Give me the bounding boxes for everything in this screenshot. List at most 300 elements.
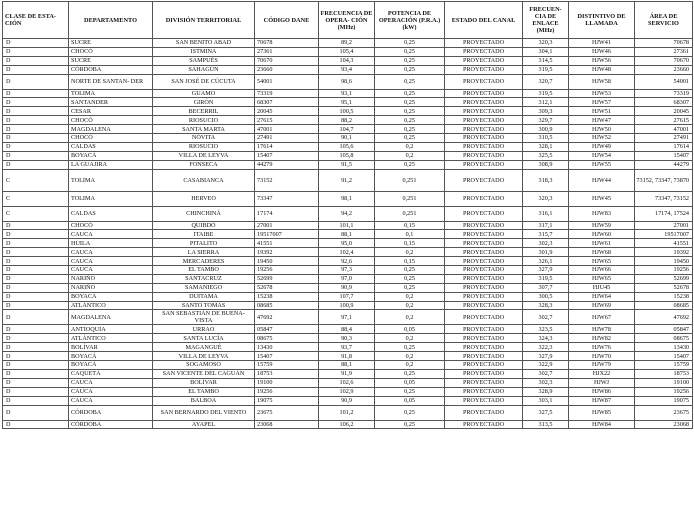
cell-estado: PROYECTADO — [445, 230, 523, 239]
cell-distintivo: HJW87 — [569, 396, 635, 405]
cell-distintivo: HJW78 — [569, 325, 635, 334]
cell-distintivo: HJW79 — [569, 361, 635, 370]
cell-enlace: 323,5 — [523, 325, 569, 334]
cell-distintivo: HJW65 — [569, 257, 635, 266]
cell-estado: PROYECTADO — [445, 206, 523, 221]
cell-clase: D — [3, 98, 69, 107]
cell-dane: 15238 — [255, 292, 319, 301]
table-row — [3, 65, 693, 74]
cell-distintivo: HJU45 — [569, 283, 635, 292]
cell-estado: PROYECTADO — [445, 387, 523, 396]
cell-division: SAN JOSÉ DE CÚCUTA — [153, 74, 255, 89]
cell-area: 19450 — [635, 257, 693, 266]
cell-frecuencia: 93,4 — [319, 65, 375, 74]
cell-clase: D — [3, 56, 69, 65]
cell-estado: PROYECTADO — [445, 74, 523, 89]
cell-departamento: ANTIOQUIA — [69, 325, 153, 334]
cell-enlace: 322,9 — [523, 361, 569, 370]
cell-frecuencia: 90,3 — [319, 334, 375, 343]
cell-potencia: 0,25 — [375, 274, 445, 283]
table-row — [3, 334, 693, 343]
cell-departamento: NARIÑO — [69, 274, 153, 283]
cell-enlace: 302,7 — [523, 310, 569, 325]
cell-area: 19256 — [635, 266, 693, 275]
cell-area: 23068 — [635, 420, 693, 429]
cell-estado: PROYECTADO — [445, 369, 523, 378]
cell-area: 73319 — [635, 89, 693, 98]
cell-dane: 08685 — [255, 301, 319, 310]
cell-potencia: 0,25 — [375, 134, 445, 143]
cell-area: 70678 — [635, 39, 693, 48]
cell-dane: 47001 — [255, 125, 319, 134]
cell-division: GIRÓN — [153, 98, 255, 107]
cell-distintivo: HJW69 — [569, 301, 635, 310]
cell-frecuencia: 97,3 — [319, 266, 375, 275]
cell-dane: 52678 — [255, 283, 319, 292]
cell-division: PITALITO — [153, 239, 255, 248]
cell-division: HERVEO — [153, 191, 255, 206]
cell-division: FONSECA — [153, 160, 255, 169]
cell-clase: D — [3, 65, 69, 74]
cell-estado: PROYECTADO — [445, 125, 523, 134]
cell-dane: 73319 — [255, 89, 319, 98]
cell-distintivo: HJW58 — [569, 74, 635, 89]
cell-enlace: 327,9 — [523, 266, 569, 275]
cell-distintivo: HJW44 — [569, 169, 635, 191]
table-row — [3, 169, 693, 191]
cell-dane: 08675 — [255, 334, 319, 343]
cell-departamento: CAUCA — [69, 266, 153, 275]
cell-estado: PROYECTADO — [445, 352, 523, 361]
cell-potencia: 0,2 — [375, 352, 445, 361]
cell-dane: 15407 — [255, 352, 319, 361]
cell-division: SANTA MARTA — [153, 125, 255, 134]
cell-departamento: BOYACÁ — [69, 292, 153, 301]
table-row — [3, 230, 693, 239]
cell-departamento: SANTANDER — [69, 98, 153, 107]
cell-distintivo: HJX22 — [569, 369, 635, 378]
cell-area: 19392 — [635, 248, 693, 257]
header-frecuencia: FRECUENCIA DE OPERA- CIÓN (MHz) — [319, 2, 375, 39]
cell-estado: PROYECTADO — [445, 378, 523, 387]
cell-estado: PROYECTADO — [445, 334, 523, 343]
cell-clase: D — [3, 325, 69, 334]
cell-distintivo: HJW66 — [569, 266, 635, 275]
cell-potencia: 0,15 — [375, 239, 445, 248]
cell-clase: D — [3, 387, 69, 396]
cell-enlace: 326,1 — [523, 257, 569, 266]
cell-division: RIOSUCIO — [153, 142, 255, 151]
cell-estado: PROYECTADO — [445, 343, 523, 352]
cell-frecuencia: 91,2 — [319, 169, 375, 191]
cell-estado: PROYECTADO — [445, 65, 523, 74]
cell-area: 47692 — [635, 310, 693, 325]
cell-clase: D — [3, 274, 69, 283]
table-row — [3, 325, 693, 334]
cell-potencia: 0,25 — [375, 405, 445, 420]
cell-division: SOGAMOSO — [153, 361, 255, 370]
header-potencia: POTENCIA DE OPERACIÓN (P.R.A.) (kW) — [375, 2, 445, 39]
cell-division: BECERRIL — [153, 107, 255, 116]
cell-departamento: LA GUAJIRA — [69, 160, 153, 169]
table-row — [3, 116, 693, 125]
cell-estado: PROYECTADO — [445, 142, 523, 151]
cell-area: 23675 — [635, 405, 693, 420]
cell-dane: 15407 — [255, 151, 319, 160]
cell-division: RIOSUCIO — [153, 116, 255, 125]
cell-enlace: 328,9 — [523, 387, 569, 396]
cell-area: 23660 — [635, 65, 693, 74]
cell-departamento: CAUCA — [69, 230, 153, 239]
cell-clase: C — [3, 169, 69, 191]
cell-potencia: 0,2 — [375, 361, 445, 370]
cell-division: EL TAMBO — [153, 387, 255, 396]
cell-clase: D — [3, 39, 69, 48]
cell-estado: PROYECTADO — [445, 169, 523, 191]
cell-estado: PROYECTADO — [445, 325, 523, 334]
table-row — [3, 191, 693, 206]
cell-potencia: 0,25 — [375, 47, 445, 56]
cell-dane: 44279 — [255, 160, 319, 169]
cell-frecuencia: 88,4 — [319, 325, 375, 334]
cell-dane: 70670 — [255, 56, 319, 65]
cell-dane: 13430 — [255, 343, 319, 352]
cell-division: SAMPUÉS — [153, 56, 255, 65]
cell-enlace: 312,1 — [523, 98, 569, 107]
cell-clase: D — [3, 221, 69, 230]
cell-area: 17614 — [635, 142, 693, 151]
cell-distintivo: HJW60 — [569, 230, 635, 239]
cell-enlace: 324,3 — [523, 334, 569, 343]
cell-enlace: 325,5 — [523, 151, 569, 160]
cell-area: 08675 — [635, 334, 693, 343]
cell-clase: D — [3, 47, 69, 56]
cell-clase: D — [3, 134, 69, 143]
cell-frecuencia: 102,6 — [319, 378, 375, 387]
cell-estado: PROYECTADO — [445, 221, 523, 230]
cell-departamento: BOYACÁ — [69, 361, 153, 370]
cell-clase: D — [3, 420, 69, 429]
cell-area: 52678 — [635, 283, 693, 292]
cell-estado: PROYECTADO — [445, 396, 523, 405]
cell-dane: 68307 — [255, 98, 319, 107]
cell-departamento: CAUCA — [69, 248, 153, 257]
table-row — [3, 248, 693, 257]
table-row — [3, 310, 693, 325]
cell-dane: 27001 — [255, 221, 319, 230]
cell-area: 19075 — [635, 396, 693, 405]
cell-frecuencia: 88,2 — [319, 116, 375, 125]
cell-division: CHINCHINÁ — [153, 206, 255, 221]
table-row — [3, 74, 693, 89]
cell-distintivo: HJW70 — [569, 352, 635, 361]
cell-estado: PROYECTADO — [445, 160, 523, 169]
cell-enlace: 328,1 — [523, 142, 569, 151]
cell-distintivo: HJW68 — [569, 248, 635, 257]
cell-frecuencia: 104,7 — [319, 125, 375, 134]
table-row — [3, 274, 693, 283]
cell-dane: 05847 — [255, 325, 319, 334]
cell-clase: D — [3, 266, 69, 275]
table-row — [3, 301, 693, 310]
cell-distintivo: HJW53 — [569, 89, 635, 98]
cell-clase: D — [3, 160, 69, 169]
cell-potencia: 0,25 — [375, 125, 445, 134]
cell-potencia: 0,05 — [375, 325, 445, 334]
cell-frecuencia: 97,1 — [319, 310, 375, 325]
cell-frecuencia: 102,4 — [319, 248, 375, 257]
cell-frecuencia: 91,5 — [319, 160, 375, 169]
cell-area: 70670 — [635, 56, 693, 65]
cell-division: ITAIBE — [153, 230, 255, 239]
cell-clase: D — [3, 107, 69, 116]
table-row — [3, 378, 693, 387]
cell-departamento: MAGDALENA — [69, 125, 153, 134]
cell-area: 27001 — [635, 221, 693, 230]
cell-clase: D — [3, 89, 69, 98]
cell-area: 44279 — [635, 160, 693, 169]
cell-clase: D — [3, 396, 69, 405]
cell-area: 52699 — [635, 274, 693, 283]
cell-potencia: 0,15 — [375, 221, 445, 230]
cell-frecuencia: 104,3 — [319, 56, 375, 65]
cell-division: SANTA LUCÍA — [153, 334, 255, 343]
cell-division: SAN VICENTE DEL CAGUÁN — [153, 369, 255, 378]
cell-potencia: 0,25 — [375, 160, 445, 169]
cell-frecuencia: 91,9 — [319, 369, 375, 378]
table-row — [3, 221, 693, 230]
cell-dane: 19517007 — [255, 230, 319, 239]
cell-estado: PROYECTADO — [445, 239, 523, 248]
table-row — [3, 142, 693, 151]
table-row — [3, 283, 693, 292]
table-row — [3, 151, 693, 160]
cell-distintivo: HJW59 — [569, 221, 635, 230]
cell-frecuencia: 93,1 — [319, 89, 375, 98]
cell-distintivo: HJW65 — [569, 274, 635, 283]
cell-departamento: SUCRE — [69, 56, 153, 65]
cell-potencia: 0,25 — [375, 420, 445, 429]
cell-departamento: NARIÑO — [69, 283, 153, 292]
cell-division: ISTMINA — [153, 47, 255, 56]
cell-departamento: CHOCÓ — [69, 116, 153, 125]
cell-enlace: 314,5 — [523, 56, 569, 65]
cell-potencia: 0,25 — [375, 107, 445, 116]
cell-potencia: 0,05 — [375, 396, 445, 405]
cell-enlace: 328,3 — [523, 301, 569, 310]
cell-division: SAN SEBASTIÁN DE BUENA- VISTA — [153, 310, 255, 325]
cell-dane: 19100 — [255, 378, 319, 387]
cell-enlace: 304,1 — [523, 47, 569, 56]
table-row — [3, 239, 693, 248]
cell-dane: 73347 — [255, 191, 319, 206]
cell-potencia: 0,2 — [375, 142, 445, 151]
cell-area: 73152, 73347, 73870 — [635, 169, 693, 191]
cell-dane: 23660 — [255, 65, 319, 74]
cell-division: SAHAGÚN — [153, 65, 255, 74]
cell-clase: D — [3, 361, 69, 370]
cell-dane: 19075 — [255, 396, 319, 405]
table-row — [3, 257, 693, 266]
table-row — [3, 160, 693, 169]
cell-enlace: 302,7 — [523, 369, 569, 378]
cell-frecuencia: 89,2 — [319, 39, 375, 48]
cell-division: DUITAMA — [153, 292, 255, 301]
cell-distintivo: HJW50 — [569, 125, 635, 134]
cell-potencia: 0,25 — [375, 266, 445, 275]
cell-potencia: 0,251 — [375, 169, 445, 191]
cell-area: 15238 — [635, 292, 693, 301]
cell-enlace: 315,7 — [523, 230, 569, 239]
table-row — [3, 125, 693, 134]
cell-division: QUIBDÓ — [153, 221, 255, 230]
table-row — [3, 387, 693, 396]
cell-distintivo: HJW45 — [569, 191, 635, 206]
cell-frecuencia: 98,6 — [319, 74, 375, 89]
cell-area: 73347, 73152 — [635, 191, 693, 206]
cell-estado: PROYECTADO — [445, 301, 523, 310]
cell-clase: D — [3, 74, 69, 89]
cell-clase: D — [3, 301, 69, 310]
cell-estado: PROYECTADO — [445, 257, 523, 266]
cell-departamento: CESAR — [69, 107, 153, 116]
cell-departamento: CHOCÓ — [69, 47, 153, 56]
cell-potencia: 0,25 — [375, 89, 445, 98]
table-row — [3, 134, 693, 143]
cell-enlace: 327,5 — [523, 405, 569, 420]
cell-departamento: HUILA — [69, 239, 153, 248]
cell-division: SAN BENITO ABAD — [153, 39, 255, 48]
cell-estado: PROYECTADO — [445, 116, 523, 125]
cell-dane: 20045 — [255, 107, 319, 116]
cell-enlace: 308,9 — [523, 160, 569, 169]
cell-frecuencia: 92,6 — [319, 257, 375, 266]
cell-departamento: ATLÁNTICO — [69, 334, 153, 343]
cell-area: 19256 — [635, 387, 693, 396]
cell-enlace: 319,5 — [523, 89, 569, 98]
cell-distintivo: HJW46 — [569, 47, 635, 56]
cell-estado: PROYECTADO — [445, 107, 523, 116]
cell-dane: 19256 — [255, 387, 319, 396]
table-row — [3, 396, 693, 405]
cell-area: 08685 — [635, 301, 693, 310]
cell-frecuencia: 97,0 — [319, 274, 375, 283]
cell-estado: PROYECTADO — [445, 361, 523, 370]
table-row — [3, 98, 693, 107]
cell-frecuencia: 88,1 — [319, 361, 375, 370]
table-row — [3, 56, 693, 65]
cell-departamento: CALDAS — [69, 206, 153, 221]
cell-enlace: 329,7 — [523, 116, 569, 125]
table-row — [3, 343, 693, 352]
cell-clase: D — [3, 239, 69, 248]
cell-clase: D — [3, 142, 69, 151]
header-clase: CLASE DE ESTA- CIÓN — [3, 2, 69, 39]
cell-area: 41551 — [635, 239, 693, 248]
cell-area: 47001 — [635, 125, 693, 134]
cell-frecuencia: 90,1 — [319, 134, 375, 143]
cell-departamento: TOLIMA — [69, 169, 153, 191]
cell-distintivo: HJW83 — [569, 206, 635, 221]
cell-departamento: CHOCÓ — [69, 221, 153, 230]
cell-estado: PROYECTADO — [445, 405, 523, 420]
cell-estado: PROYECTADO — [445, 89, 523, 98]
header-row — [3, 2, 693, 39]
cell-distintivo: HJW56 — [569, 56, 635, 65]
cell-dane: 70678 — [255, 39, 319, 48]
cell-division: SANTACRUZ — [153, 274, 255, 283]
cell-dane: 17614 — [255, 142, 319, 151]
cell-frecuencia: 101,1 — [319, 221, 375, 230]
header-dane: CÓDIGO DANE — [255, 2, 319, 39]
cell-enlace: 300,9 — [523, 125, 569, 134]
header-distintivo: DISTINTIVO DE LLAMADA — [569, 2, 635, 39]
cell-enlace: 319,5 — [523, 65, 569, 74]
cell-potencia: 0,2 — [375, 334, 445, 343]
cell-departamento: NORTE DE SANTAN- DER — [69, 74, 153, 89]
cell-distintivo: HJW52 — [569, 134, 635, 143]
cell-distintivo: HJW67 — [569, 310, 635, 325]
cell-clase: D — [3, 405, 69, 420]
cell-departamento: CAQUETÁ — [69, 369, 153, 378]
cell-dane: 19392 — [255, 248, 319, 257]
cell-clase: D — [3, 352, 69, 361]
cell-frecuencia: 95,1 — [319, 98, 375, 107]
cell-enlace: 319,5 — [523, 274, 569, 283]
cell-frecuencia: 91,8 — [319, 352, 375, 361]
cell-frecuencia: 98,1 — [319, 191, 375, 206]
cell-frecuencia: 93,7 — [319, 343, 375, 352]
cell-frecuencia: 94,2 — [319, 206, 375, 221]
cell-distintivo: HJW49 — [569, 142, 635, 151]
cell-division: SANTO TOMÁS — [153, 301, 255, 310]
cell-potencia: 0,25 — [375, 65, 445, 74]
cell-potencia: 0,25 — [375, 116, 445, 125]
cell-area: 05847 — [635, 325, 693, 334]
table-row — [3, 292, 693, 301]
cell-enlace: 327,9 — [523, 352, 569, 361]
cell-estado: PROYECTADO — [445, 420, 523, 429]
cell-clase: D — [3, 248, 69, 257]
cell-potencia: 0,25 — [375, 39, 445, 48]
cell-division: AYAPEL — [153, 420, 255, 429]
cell-distintivo: HJW82 — [569, 334, 635, 343]
cell-departamento: CAUCA — [69, 387, 153, 396]
cell-area: 54001 — [635, 74, 693, 89]
cell-clase: D — [3, 378, 69, 387]
cell-dane: 73152 — [255, 169, 319, 191]
cell-area: 19100 — [635, 378, 693, 387]
cell-division: SAMANIEGO — [153, 283, 255, 292]
cell-departamento: TOLIMA — [69, 89, 153, 98]
cell-clase: C — [3, 191, 69, 206]
cell-area: 27361 — [635, 47, 693, 56]
cell-departamento: CALDAS — [69, 142, 153, 151]
cell-dane: 15759 — [255, 361, 319, 370]
header-division: DIVISIÓN TERRITORIAL — [153, 2, 255, 39]
cell-dane: 27615 — [255, 116, 319, 125]
cell-clase: D — [3, 151, 69, 160]
cell-division: CASABIANCA — [153, 169, 255, 191]
cell-area: 68307 — [635, 98, 693, 107]
cell-estado: PROYECTADO — [445, 310, 523, 325]
cell-clase: C — [3, 206, 69, 221]
cell-potencia: 0,1 — [375, 230, 445, 239]
cell-distintivo: HJW48 — [569, 65, 635, 74]
cell-clase: D — [3, 125, 69, 134]
cell-distintivo: HJW85 — [569, 405, 635, 420]
cell-frecuencia: 107,7 — [319, 292, 375, 301]
